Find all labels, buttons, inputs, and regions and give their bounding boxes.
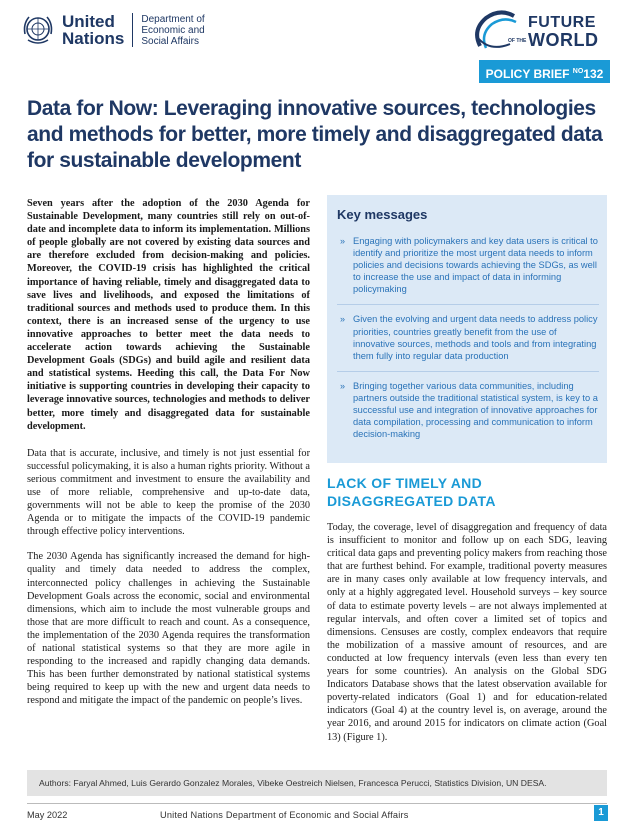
footer-divider (27, 803, 607, 804)
key-messages-heading: Key messages (337, 207, 428, 222)
department-line3: Social Affairs (141, 35, 199, 47)
chevron-right-icon: » (340, 380, 346, 391)
authors-bar: Authors: Faryal Ahmed, Luis Gerardo Gonzalez Morales, Vibeke Oestreich Nielsen, Francesca Perucci, Statistics Division, UN DESA. (27, 770, 607, 796)
key-message-text: Bringing together various data communities, including partners outside the traditional statistical system, is key to a successful use and integration of innovative approaches for data compilation, processing and communication to inform decision-making (353, 380, 598, 440)
logo-separator (132, 13, 133, 47)
section-body: Today, the coverage, level of disaggregation and frequency of data is insufficient to monitor and follow up on each SDG, leaving critical data gaps and preventing policy makers from reaching those that are furthest behind. For example, traditional poverty measures are in many cases only available at low frequency intervals, and only at a highly aggregated level. Household surveys – key source of data to estimate poverty levels – are not always implemented at regular intervals, and often cover a limited set of topics and dimensions. Censuses are costly, complex endeavors that require the mobilization of a massive amount of resources, and are conducted at low frequency intervals (even less than every ten years for some countries). An analysis on the Global SDG Indicators Database shows that the latest observation available for poverty-related indicators (Goal 1) and for education-related indicators (Goal 4) at the country level is, on average, around the year 2016, and around 2015 for indicators on climate action (Goal 13) (Figure 1). (327, 522, 607, 743)
key-message-item (337, 313, 599, 361)
org-name-line1: United (62, 12, 115, 31)
page-title: Data for Now: Leveraging innovative sources, technologies and methods for better, more timely and disaggregated data for sustainable development (27, 97, 603, 172)
chevron-right-icon: » (340, 236, 346, 246)
key-divider (337, 304, 599, 305)
page-number: 1 (594, 805, 608, 821)
left-column (27, 197, 310, 719)
badge-number: 132 (583, 67, 604, 81)
key-messages-box (327, 195, 607, 463)
logo-world-text: WORLD (528, 30, 599, 50)
future-of-the-world-logo (470, 8, 610, 54)
intro-paragraph: Seven years after the adoption of the 2030 Agenda for Sustainable Development, many countries still rely on out-of-date and incomplete data to inform its implementation. Millions of people globally are not covered by existing data sources and are therefore excluded from decision-making and policies. Moreover, the COVID-19 crisis has highlighted the critical importance of having reliable, timely and disaggregated data to save lives and livelihoods, and exposed the limitations of traditional sources and methods used to produce them. In this context, there is an increased sense of the urgency to use innovative approaches to better meet the data needs to accelerate action towards achieving the Sustainable Development Goals (SDGs) and build agile and resilient data and statistical systems. Heeding this call, the Data For Now initiative is supporting countries in developing their capacity to leverage innovative sources, technologies and methods to deliver better, more timely and disaggregated data for sustainable development. (27, 198, 310, 432)
org-name-line2: Nations (62, 29, 125, 48)
key-message-text: Engaging with policymakers and key data users is critical to identify and prioritize the most urgent data needs to inform policies and decisions towards achieving the SDGs, as well to increase the use and impact of data in informing policymaking (353, 236, 598, 295)
body-paragraph-2: The 2030 Agenda has significantly increased the demand for high-quality and timely data needed to address the complex, interconnected policy challenges in achieving the Sustainable Development Goals across the economic, social and environmental dimensions, which aim to include the most vulnerable groups and those that are more difficult to reach and count. As a consequence, the implementation of the 2030 Agenda requires the transformation of national statistical systems so that they are more agile in responding to the increased and rapidly changing data demands. This has been further demonstrated by national statistical systems being required to keep up with the new and urgent data needs to respond and mitigate the impact of the pandemic on people’s lives. (27, 551, 310, 707)
key-messages-list (337, 235, 599, 449)
footer-department: United Nations Department of Economic and Social Affairs (160, 810, 409, 820)
logo-future-text: FUTURE (528, 14, 596, 31)
key-message-text: Given the evolving and urgent data needs to address policy priorities, countries greatly benefit from the use of innovative sources, methods and tools and from integrating them fully into regular data production (353, 314, 598, 361)
un-emblem-icon (20, 12, 56, 48)
department-line2: Economic and (141, 24, 205, 36)
un-logo (20, 12, 205, 48)
org-name (62, 13, 124, 47)
policy-brief-badge (479, 60, 610, 83)
key-divider (337, 371, 599, 372)
key-message-item (337, 380, 599, 440)
right-column (327, 521, 607, 756)
footer-date: May 2022 (27, 810, 68, 820)
badge-no: NO (572, 68, 584, 75)
key-message-item (337, 235, 599, 295)
department-line1: Department of (141, 13, 205, 25)
chevron-right-icon: » (340, 314, 346, 325)
section-heading: LACK OF TIMELY AND DISAGGREGATED DATA (327, 475, 496, 509)
department-name (141, 14, 204, 47)
globe-swirl-icon (470, 8, 530, 54)
logo-ofthe-text: OF THE (508, 38, 527, 44)
badge-prefix: POLICY BRIEF (485, 67, 573, 81)
body-paragraph-1: Data that is accurate, inclusive, and timely is not just essential for successful policymaking, it is also a human rights priority. Without a serious commitment and investment to ensure the availability and use of more reliable, comprehensive and up-to-date data, governments will not be able to keep the promise of the 2030 Agenda or to mitigate the impacts of the COVID-19 pandemic through effective policy interventions. (27, 447, 310, 538)
